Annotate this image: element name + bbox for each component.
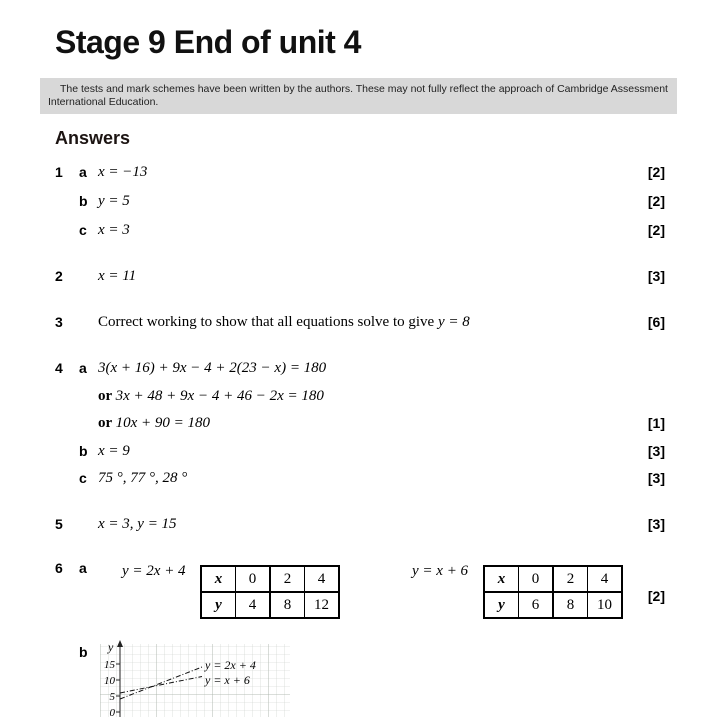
answer-row-1a — [55, 164, 665, 186]
answer-text: x = 9 — [98, 443, 130, 459]
answer-row-3 — [55, 314, 665, 336]
table-cell: 12 — [305, 592, 340, 618]
table-cell: 4 — [236, 592, 271, 618]
question-number: 5 — [55, 516, 63, 532]
answer-row-2 — [55, 268, 665, 290]
question-number: 4 — [55, 360, 63, 376]
disclaimer-box: The tests and mark schemes have been written by the authors. These may not fully reflect the approach of Cambridge Assessment International Education. — [40, 78, 677, 114]
mark-badge: [3] — [647, 516, 665, 532]
part-letter: c — [79, 470, 87, 486]
mark-badge: [3] — [647, 268, 665, 284]
answers-heading: Answers — [55, 128, 131, 148]
part-letter: a — [79, 360, 87, 376]
question-number: 2 — [55, 268, 63, 284]
answer-text: or 3x + 48 + 9x − 4 + 46 − 2x = 180 — [98, 388, 324, 404]
graph-grid-major — [100, 644, 290, 717]
mark-badge: [3] — [647, 443, 665, 459]
table-cell: y — [484, 592, 519, 618]
answer-text: x = −13 — [98, 164, 148, 180]
part-letter: b — [79, 443, 88, 459]
y-tick-label: 10 — [104, 675, 115, 687]
table-cell: x — [201, 566, 236, 592]
answer-text: x = 3 — [98, 222, 130, 238]
table-cell: 2 — [270, 566, 305, 592]
answer-text: Correct working to show that all equations solve to give y = 8 — [98, 314, 470, 330]
answer-text: x = 3, y = 15 — [98, 516, 177, 532]
table-cell: 8 — [553, 592, 588, 618]
y-tick-label: 0 — [109, 707, 115, 717]
table-cell: 0 — [236, 566, 271, 592]
table-cell: 6 — [519, 592, 554, 618]
mark-badge: [2] — [647, 193, 665, 209]
y-axis-label: y — [108, 640, 114, 654]
page-title: Stage 9 End of unit 4 — [55, 24, 361, 60]
answer-row-4c — [55, 470, 665, 492]
part-letter: b — [79, 193, 88, 209]
mark-badge: [2] — [647, 588, 665, 604]
answer-row-6a — [55, 560, 665, 622]
mark-badge: [2] — [647, 164, 665, 180]
graph-svg — [100, 638, 290, 717]
answer-row-1c — [55, 222, 665, 244]
mark-badge: [2] — [647, 222, 665, 238]
line-label-2: y = x + 6 — [205, 673, 250, 687]
y-axis-arrow-icon — [117, 640, 123, 647]
table-row — [201, 592, 339, 618]
answer-text: 3(x + 16) + 9x − 4 + 2(23 − x) = 180 — [98, 360, 327, 376]
part-letter: a — [79, 560, 87, 576]
y-tick-label: 5 — [109, 691, 115, 703]
line-label-1: y = 2x + 4 — [205, 658, 256, 672]
answer-text: y = 5 — [98, 193, 130, 209]
part-letter: a — [79, 164, 87, 180]
table-row — [484, 566, 622, 592]
answer-text: 75 °, 77 °, 28 ° — [98, 470, 188, 486]
answer-row-4a-or2 — [55, 415, 665, 437]
table-cell: y — [201, 592, 236, 618]
table-row — [484, 592, 622, 618]
table-cell: 8 — [270, 592, 305, 618]
graph-6b — [100, 638, 290, 717]
equation-label-2: y = x + 6 — [412, 563, 469, 579]
table-cell: 4 — [305, 566, 340, 592]
value-table-2 — [483, 565, 623, 619]
mark-badge: [3] — [647, 470, 665, 486]
equation-label-1: y = 2x + 4 — [122, 563, 186, 579]
table-cell: x — [484, 566, 519, 592]
mark-badge: [1] — [647, 415, 665, 431]
answer-text: or 10x + 90 = 180 — [98, 415, 211, 431]
value-table-1 — [200, 565, 340, 619]
table-row — [201, 566, 339, 592]
answer-text: x = 11 — [98, 268, 137, 284]
answer-row-4a-or1 — [55, 388, 665, 410]
answer-row-1b — [55, 193, 665, 215]
part-letter: b — [79, 644, 88, 660]
y-tick-label: 15 — [104, 659, 115, 671]
table-cell: 10 — [588, 592, 623, 618]
answer-row-5 — [55, 516, 665, 538]
question-number: 6 — [55, 560, 63, 576]
answer-row-4a — [55, 360, 665, 382]
table-cell: 2 — [553, 566, 588, 592]
table-cell: 0 — [519, 566, 554, 592]
part-letter: c — [79, 222, 87, 238]
question-number: 1 — [55, 164, 63, 180]
question-number: 3 — [55, 314, 63, 330]
mark-badge: [6] — [647, 314, 665, 330]
table-cell: 4 — [588, 566, 623, 592]
answer-row-4b — [55, 443, 665, 465]
